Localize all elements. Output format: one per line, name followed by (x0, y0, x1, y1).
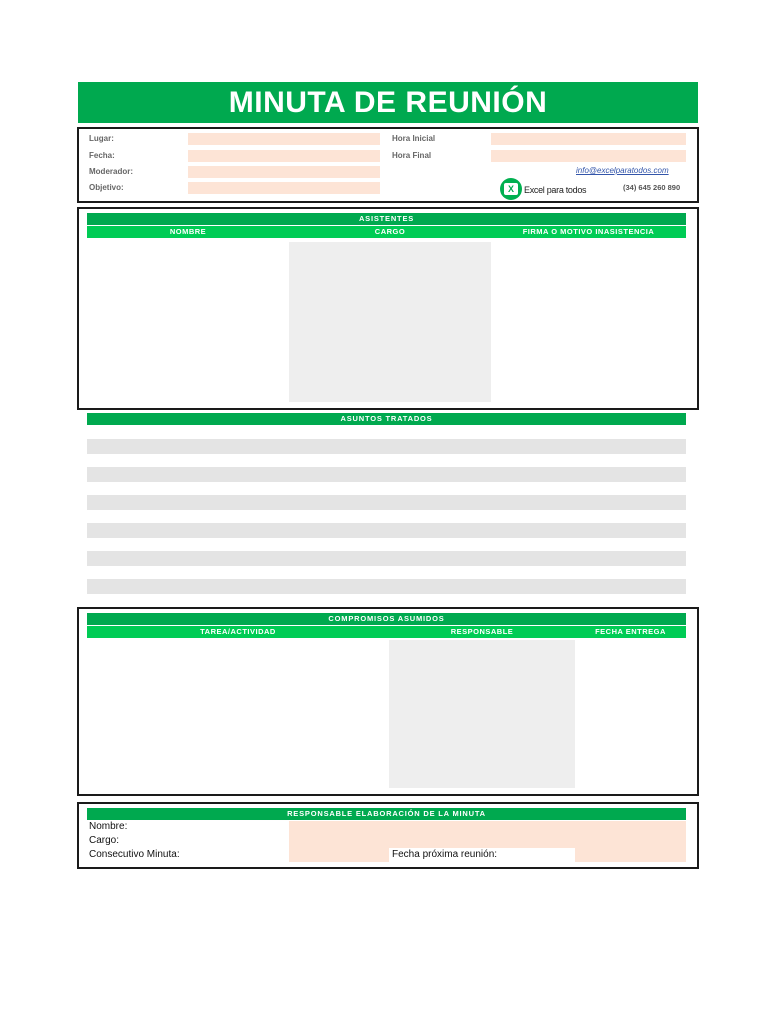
responsable-nombre-label: Nombre: (89, 821, 128, 832)
asunto-row[interactable] (87, 495, 686, 510)
logo-text: Excel para todos (524, 185, 587, 195)
hora-final-field[interactable] (491, 150, 686, 162)
asistentes-cargo-column-area[interactable] (289, 242, 491, 402)
compromisos-col-responsable: RESPONSABLE (389, 626, 575, 638)
compromisos-col-fecha: FECHA ENTREGA (575, 626, 686, 638)
asunto-row[interactable] (87, 579, 686, 594)
contact-phone: (34) 645 260 890 (623, 183, 681, 192)
moderador-label: Moderador: (89, 167, 133, 176)
responsable-header: RESPONSABLE ELABORACIÓN DE LA MINUTA (87, 808, 686, 820)
compromisos-col-tarea: TAREA/ACTIVIDAD (87, 626, 389, 638)
responsable-cargo-field[interactable] (289, 835, 686, 848)
asuntos-header: ASUNTOS TRATADOS (87, 413, 686, 425)
compromisos-header: COMPROMISOS ASUMIDOS (87, 613, 686, 625)
hora-inicial-field[interactable] (491, 133, 686, 145)
excel-logo-icon (500, 178, 522, 200)
consecutivo-field[interactable] (289, 848, 389, 862)
moderador-field[interactable] (188, 166, 380, 178)
hora-final-label: Hora Final (392, 151, 432, 160)
fecha-proxima-label: Fecha próxima reunión: (392, 849, 498, 860)
asistentes-col-cargo: CARGO (289, 226, 491, 238)
fecha-field[interactable] (188, 150, 380, 162)
fecha-label: Fecha: (89, 151, 115, 160)
excel-x-icon: X (504, 183, 518, 195)
asistentes-col-nombre: NOMBRE (87, 226, 289, 238)
asunto-row[interactable] (87, 467, 686, 482)
lugar-field[interactable] (188, 133, 380, 145)
compromisos-responsable-column-area[interactable] (389, 640, 575, 788)
fecha-proxima-field[interactable] (575, 848, 686, 862)
responsable-nombre-field[interactable] (289, 821, 686, 835)
asistentes-col-firma: FIRMA O MOTIVO INASISTENCIA (491, 226, 686, 238)
contact-email-link[interactable]: info@excelparatodos.com (576, 166, 669, 175)
hora-inicial-label: Hora Inicial (392, 134, 436, 143)
consecutivo-label: Consecutivo Minuta: (89, 849, 180, 860)
asunto-row[interactable] (87, 523, 686, 538)
objetivo-field[interactable] (188, 182, 380, 194)
lugar-label: Lugar: (89, 134, 114, 143)
responsable-cargo-label: Cargo: (89, 835, 120, 846)
asunto-row[interactable] (87, 551, 686, 566)
objetivo-label: Objetivo: (89, 183, 124, 192)
asunto-row[interactable] (87, 439, 686, 454)
asistentes-header: ASISTENTES (87, 213, 686, 225)
page-title: MINUTA DE REUNIÓN (78, 82, 698, 123)
